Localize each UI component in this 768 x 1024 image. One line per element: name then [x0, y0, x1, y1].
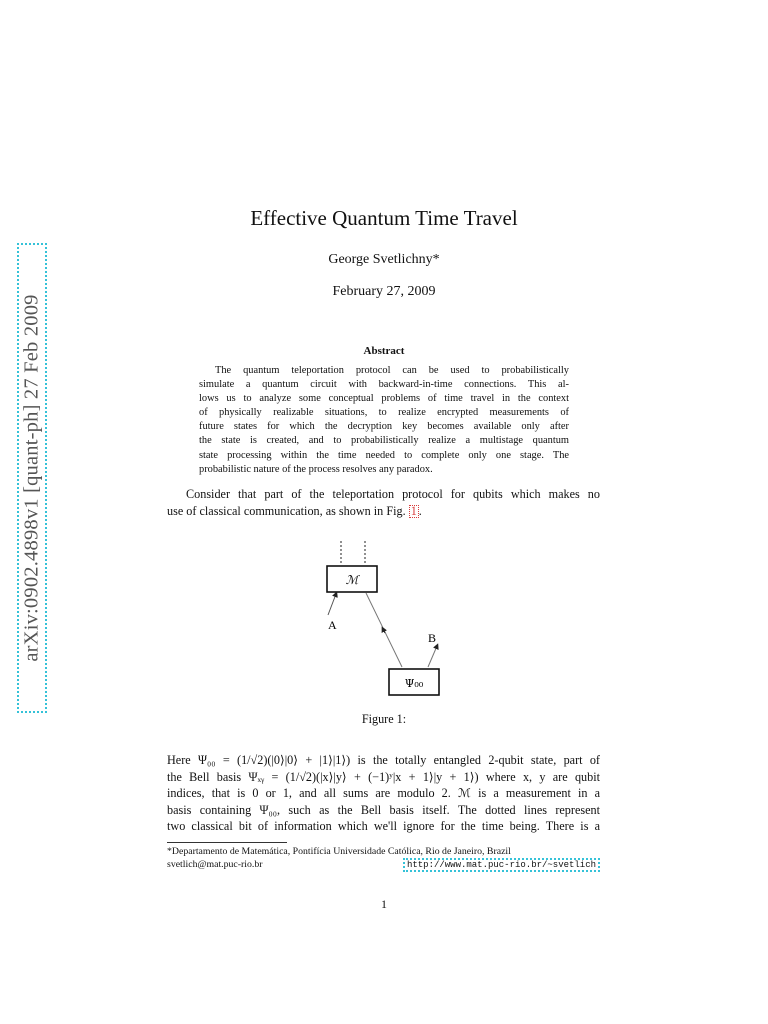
abstract-line: lows us to analyze some conceptual problems of time travel in the context — [199, 393, 569, 405]
abstract-line: probabilistic nature of the process resolves any paradox. — [199, 463, 433, 475]
label-a: A — [328, 618, 337, 632]
arxiv-stamp[interactable] — [17, 243, 47, 713]
label-b: B — [428, 631, 437, 645]
paper-title: Effective Quantum Time Travel — [250, 206, 518, 230]
intro-line — [167, 503, 600, 520]
body-line: the Bell basis Ψₓᵧ = (1/√2)(|x⟩|y⟩ + (−1)ʸ|x + 1⟩|y + 1⟩) where x, y are qubit — [167, 769, 600, 784]
abstract-body — [199, 364, 569, 477]
intro-line-text: use of classical communication, as shown in Fig. — [167, 503, 409, 518]
page-number: 1 — [381, 897, 387, 911]
body-line: two classical bit of information which we'll ignore for the time being. There is a — [167, 819, 600, 834]
measurement-label: ℳ — [345, 573, 359, 587]
qubit-a-line — [328, 594, 336, 615]
body-line: basis containing Ψ₀₀, such as the Bell basis itself. The dotted lines represent — [167, 802, 600, 817]
abstract-line: The quantum teleportation protocol can be used to probabilistically — [215, 365, 569, 376]
figure-caption: Figure 1: — [361, 712, 407, 726]
arxiv-stamp-text: arXiv:0902.4898v1 [quant-ph] 27 Feb 2009 — [20, 294, 43, 662]
body-paragraph — [167, 752, 600, 835]
intro-paragraph — [167, 486, 600, 519]
footnote-email: svetlich@mat.puc-rio.br — [167, 858, 263, 870]
abstract-line: of physically realizable situations, to realize encrypted measurements of — [199, 407, 569, 419]
abstract-line: state processing within the time needed to complete only one stage. The — [199, 449, 569, 461]
footnote-affiliation: *Departamento de Matemática, Pontifícia Universidade Católica, Rio de Janeiro, Brazil — [167, 846, 511, 857]
qubit-b-line — [428, 646, 437, 667]
body-line: indices, that is 0 or 1, and all sums are modulo 2. ℳ is a measurement in a — [167, 786, 600, 801]
intro-line-end: . — [418, 503, 422, 518]
footnote-rule — [167, 842, 287, 843]
intro-line: Consider that part of the teleportation protocol for qubits which makes no — [186, 487, 600, 501]
abstract-line: the state is created, and to probabilistically realize a multistage quantum — [199, 435, 569, 447]
body-line: Here Ψ₀₀ = (1/√2)(|0⟩|0⟩ + |1⟩|1⟩) is the totally entangled 2-qubit state, part of — [167, 753, 600, 767]
abstract-heading: Abstract — [363, 345, 405, 357]
figure-diagram — [300, 536, 480, 706]
bell-state-label: Ψ₀₀ — [404, 677, 424, 690]
abstract-line: simulate a quantum circuit with backward-in-time connections. This al- — [199, 379, 569, 391]
homepage-link[interactable]: http://www.mat.puc-rio.br/~svetlich — [403, 858, 600, 872]
figure-reference-link[interactable]: 1 — [410, 503, 417, 518]
paper-date: February 27, 2009 — [332, 284, 436, 299]
abstract-line: future states for which the decryption key becomes available only after — [199, 421, 569, 433]
footnote — [167, 846, 600, 871]
author-name: George Svetlichny* — [328, 252, 440, 267]
